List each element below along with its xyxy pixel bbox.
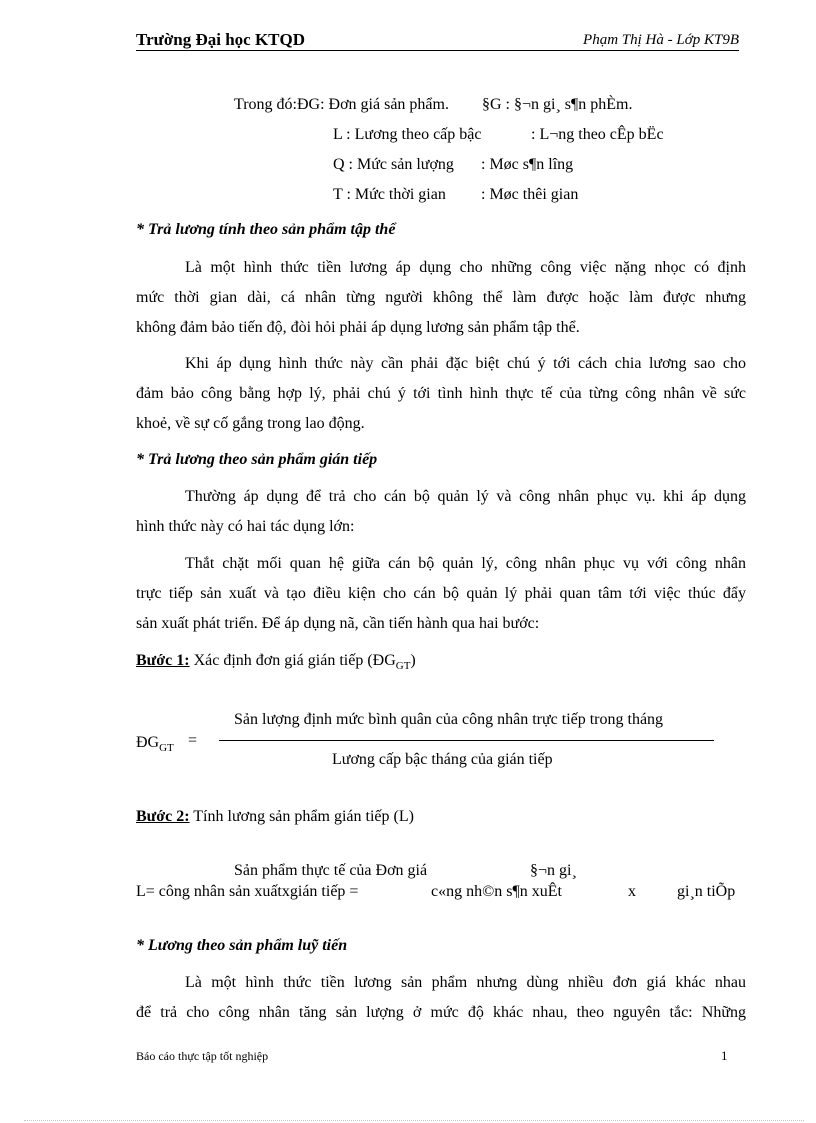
step-2-label: Bước 2:	[136, 808, 190, 825]
step-1	[136, 651, 416, 676]
section-heading-collective: * Trả lương tính theo sản phẩm tập thể	[136, 221, 396, 238]
paragraph-line: Là một hình thức tiền lương áp dụng cho những công việc nặng nhọc có định	[185, 259, 746, 276]
paragraph-line: trực tiếp sản xuất và tạo điều kiện cho cán bộ quản lý phải quan tâm tới việc thúc đẩy	[136, 585, 746, 602]
formula-1-numerator: Sản lượng định mức bình quân của công nhân trực tiếp trong tháng	[234, 711, 664, 728]
section-heading-indirect: * Trả lương theo sản phẩm gián tiếp	[136, 451, 378, 468]
formula-1-lhs	[136, 733, 174, 758]
definition-t-legacy: : Møc thêi gian	[481, 186, 579, 203]
formula-2-top-left: Sản phẩm thực tế của Đơn giá	[234, 862, 428, 879]
definition-l-legacy: : L¬ng theo cÊp bËc	[531, 126, 664, 143]
formula-2-mid: c«ng nh©n s¶n xuÊt	[431, 883, 562, 900]
definition-q-legacy: : Møc s¶n lîng	[481, 156, 574, 173]
formula-2-lhs: L= công nhân sản xuấtxgián tiếp =	[136, 883, 359, 900]
paragraph-line: Thắt chặt mối quan hệ giữa cán bộ quản lý, công nhân phục vụ với công nhân	[185, 555, 746, 572]
step-1-subscript: GT	[395, 660, 411, 673]
step-1-text: Xác định đơn giá gián tiếp (ĐG	[189, 652, 396, 669]
header-university: Trường Đại học KTQD	[136, 30, 306, 49]
paragraph-line: khoẻ, về sự cố gắng trong lao động.	[136, 415, 365, 432]
paragraph-line: không đảm bảo tiến độ, đòi hỏi phải áp dụng lương sản phẩm tập thể.	[136, 319, 580, 336]
formula-1-lhs-symbol: ĐG	[136, 734, 160, 751]
footer-title: Báo cáo thực tập tốt nghiệp	[136, 1049, 269, 1063]
paragraph-line: mức thời gian dài, cá nhân từng người không thể làm được hoặc làm được nhưng	[136, 289, 746, 306]
formula-1-denominator: Lương cấp bậc tháng của gián tiếp	[332, 751, 553, 768]
paragraph-line: Khi áp dụng hình thức này cần phải đặc biệt chú ý tới cách chia lương sao cho	[185, 355, 746, 372]
header-rule	[136, 50, 739, 51]
paragraph-line: hình thức này có hai tác dụng lớn:	[136, 518, 355, 535]
paragraph-line: Là một hình thức tiền lương sản phẩm nhưng dùng nhiều đơn giá khác nhau	[185, 974, 746, 991]
header-author: Phạm Thị Hà - Lớp KT9B	[583, 32, 739, 48]
step-2	[136, 807, 414, 827]
formula-1-equals: =	[188, 732, 198, 749]
section-heading-progressive: * Lương theo sản phẩm luỹ tiến	[136, 937, 348, 954]
formula-2-rhs: gi¸n tiÕp	[677, 883, 736, 900]
step-2-text: Tính lương sản phẩm gián tiếp (L)	[189, 808, 414, 825]
step-1-close: )	[410, 652, 416, 669]
definition-t: T : Mức thời gian	[333, 186, 446, 203]
definition-l: L : Lương theo cấp bậc	[333, 126, 482, 143]
formula-2-times: x	[628, 883, 636, 900]
fraction-bar	[219, 740, 714, 741]
definition-q: Q : Mức sản lượng	[333, 156, 454, 173]
formula-2-top-right: §¬n gi¸	[530, 862, 577, 879]
definition-dg-legacy: §G : §¬n gi¸ s¶n phÈm.	[482, 96, 633, 113]
paragraph-line: để trả cho công nhân tăng sản lượng ở mức độ khác nhau, theo nguyên tắc: Những	[136, 1004, 746, 1021]
step-1-label: Bước 1:	[136, 652, 190, 669]
paragraph-line: Thường áp dụng để trả cho cán bộ quản lý và công nhân phục vụ. khi áp dụng	[185, 488, 746, 505]
definition-dg: Trong đó:ĐG: Đơn giá sản phẩm.	[234, 96, 449, 113]
paragraph-line: đảm bảo công bằng hợp lý, phải chú ý tới tình hình thực tế của từng công nhân về sức	[136, 385, 746, 402]
formula-1-lhs-subscript: GT	[159, 742, 174, 755]
paragraph-line: sản xuất phát triển. Để áp dụng nã, cần tiến hành qua hai bước:	[136, 615, 540, 632]
page-number: 1	[721, 1048, 728, 1063]
page-bottom-border	[24, 1120, 804, 1121]
